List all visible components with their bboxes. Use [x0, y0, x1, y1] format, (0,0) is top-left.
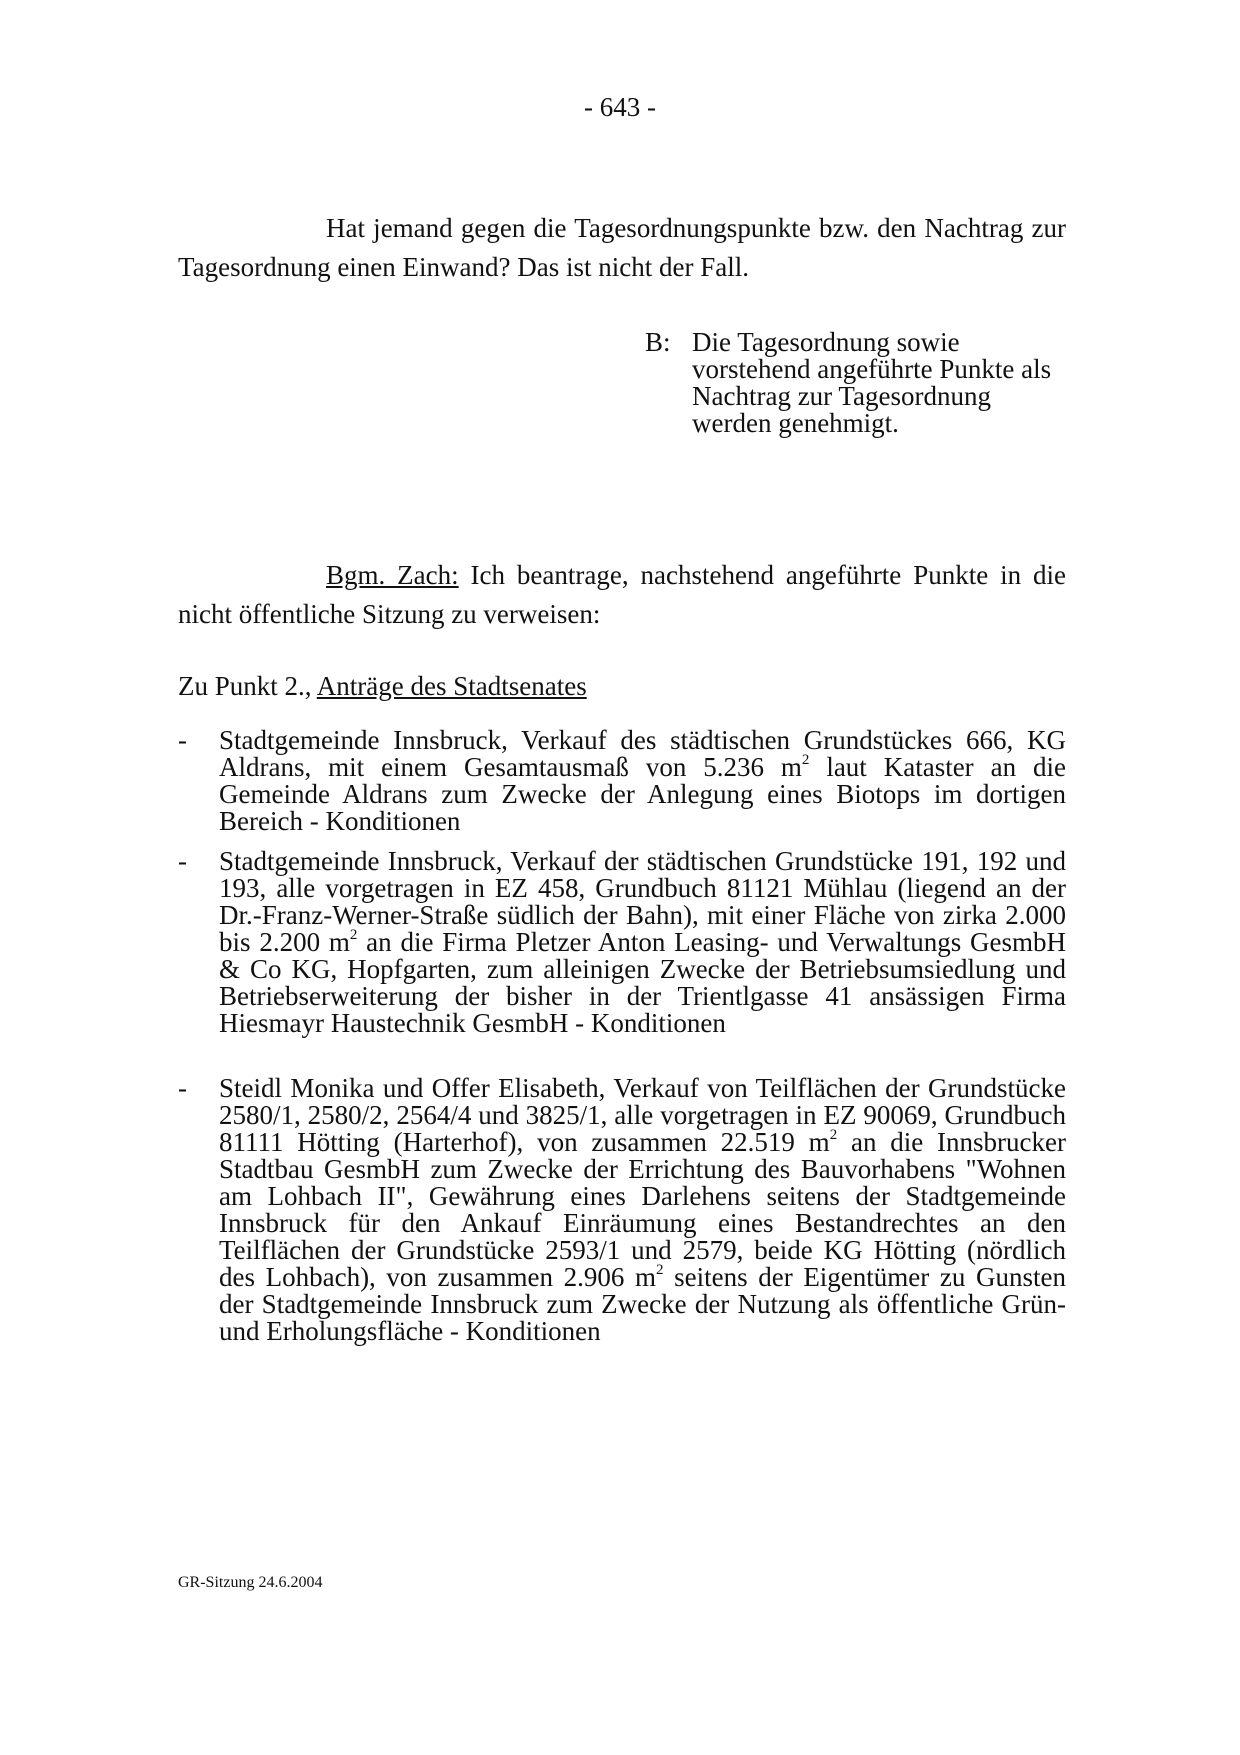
paragraph-objection-question — [178, 209, 1066, 287]
motion-text: Ich beantrage, nachstehend angeführte Punkte in die nicht öffentliche Sitzung zu verweisen: — [178, 560, 1066, 629]
superscript: 2 — [349, 927, 358, 943]
resolution-block — [645, 329, 1065, 437]
superscript: 2 — [656, 1262, 664, 1278]
item-text-part: laut Kataster an die Gemeinde Aldrans zum Zwecke der Anlegung eines Biotops im dortigen Bereich - Konditionen — [219, 752, 1066, 836]
list-item — [178, 727, 1066, 835]
paragraph-objection-text: Hat jemand gegen die Tagesordnungspunkte bzw. den Nachtrag zur Tagesordnung einen Einwand? Das ist nicht der Fall. — [178, 213, 1066, 282]
list-dash: - — [178, 725, 187, 755]
list-item-text — [219, 1075, 1066, 1345]
list-item-text — [219, 727, 1066, 835]
list-item — [178, 1075, 1066, 1345]
list-dash: - — [178, 1073, 187, 1103]
item-text-part: Steidl Monika und Offer Elisabeth, Verkauf von Teilflächen der Grundstücke 2580/1, 2580/2, 2564/4 und 3825/1, alle vorgetragen in EZ 90069, Grundbuch 81111 Hötting (Harterhof), von zusammen 22.519 m — [219, 1073, 1066, 1157]
item-text-part: an die Firma Pletzer Anton Leasing- und Verwaltungs GesmbH & Co KG, Hopfgarten, zum alleinigen Zwecke der Betriebsumsiedlung und Betriebserweiterung der bisher in der Trientlgasse 41 ansässigen Firma Hiesmayr Haustechnik GesmbH - Konditionen — [219, 927, 1066, 1038]
item-text-part: Stadtgemeinde Innsbruck, Verkauf des städtischen Grundstückes 666, KG Aldrans, mit einem Gesamtausmaß von 5.236 m — [219, 725, 1066, 782]
paragraph-motion — [178, 556, 1066, 634]
resolution-label: B: — [645, 327, 671, 357]
section-heading — [178, 670, 587, 702]
item-text-part: Stadtgemeinde Innsbruck, Verkauf der städtischen Grundstücke 191, 192 und 193, alle vorgetragen in EZ 458, Grundbuch 81121 Mühlau (liegend an der Dr.-Franz-Werner-Straße südlich der Bahn), mit einer Fläche von zirka 2.000 bis 2.200 m — [219, 846, 1066, 957]
item-text-part: seitens der Eigentümer zu Gunsten der Stadtgemeinde Innsbruck zum Zwecke der Nutzung als öffentliche Grün- und Erholungsfläche - Konditionen — [219, 1262, 1066, 1346]
page-number: - 643 - — [584, 92, 656, 122]
resolution-text: Die Tagesordnung sowie vorstehend angeführte Punkte als Nachtrag zur Tagesordnung werden genehmigt. — [692, 327, 1052, 438]
section-prefix: Zu Punkt 2., — [178, 671, 317, 701]
list-dash: - — [178, 846, 187, 876]
speaker-name: Bgm. Zach: — [326, 560, 459, 590]
footer-session-date: GR-Sitzung 24.6.2004 — [178, 1574, 323, 1591]
list-item-text — [219, 848, 1066, 1037]
item-text-part: an die Innsbrucker Stadtbau GesmbH zum Zwecke der Errichtung des Bauvorhabens "Wohnen am Lohbach II", Gewährung eines Darlehens seitens der Stadtgemeinde Innsbruck für den Ankauf Einräumung eines Bestandrechtes an den Teilflächen der Grundstücke 2593/1 und 2579, beide KG Hötting (nördlich des Lohbach), von zusammen 2.906 m — [219, 1127, 1067, 1292]
list-item — [178, 848, 1066, 1037]
superscript: 2 — [829, 1127, 838, 1143]
superscript: 2 — [801, 752, 810, 768]
section-title: Anträge des Stadtsenates — [316, 671, 587, 701]
